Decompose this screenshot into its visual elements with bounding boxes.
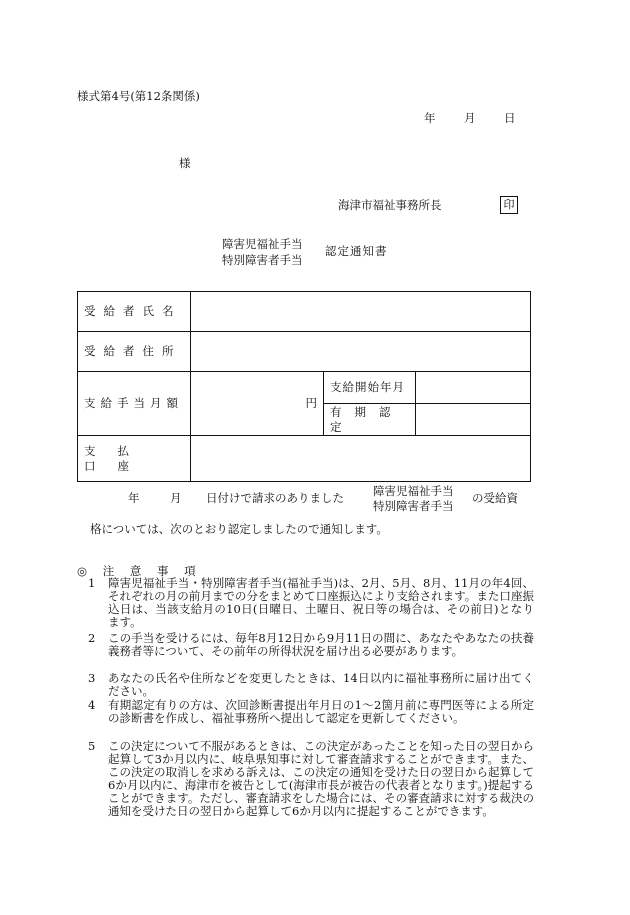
payment-start-label: 支給開始年月 [324,372,416,404]
request-allowance-1: 障害児福祉手当 [373,484,454,498]
issue-date [424,111,516,126]
recipient-address-cell [191,332,531,372]
note-number: 4 [88,698,96,712]
title-allowance-2: 特別障害者手当 [222,253,303,267]
note-item [86,672,534,698]
note-text: この手当を受けるには、毎年8月12日から9月11日の間に、あなたやあなたの扶養義務者等について、その前年の所得状況を届け出る必要があります。 [108,631,534,658]
request-allowances [373,484,454,514]
monthly-amount-cell [191,372,324,436]
recipient-name-cell [191,292,531,332]
note-text: この決定について不服があるときは、この決定があったことを知った日の翌日から起算して3か月以内に、岐阜県知事に対して審査請求することができます。また、この決定の取消しを求める訴えは、この決定の通知を受けた日の翌日から起算して6か月以内に、海津市を被告として(海津市長が被告の代表者となります。)提起することができます。ただし、審査請求をした場合には、その審査請求に対する裁決の通知を受けた日の翌日から起算して6か月以内に提起することができます。 [108,739,534,818]
issuer-name: 海津市福祉事務所長 [338,198,442,212]
payment-account-cell [191,436,531,482]
date-month-label: 月 [464,111,476,125]
request-month-label: 月 [170,491,182,505]
title-allowance-1: 障害児福祉手当 [222,237,303,251]
note-number: 3 [88,671,96,685]
benefit-details-table [77,291,531,482]
date-day-label: 日 [504,111,516,125]
payment-account-label: 支払口座 [78,436,191,482]
recipient-suffix: 様 [179,156,191,170]
request-date-text: 日付けで請求のありました [206,491,344,505]
notes-heading: ◎ 注 意 事 項 [77,564,202,578]
document-title: 認定通知書 [325,244,388,258]
note-text: 障害児福祉手当・特別障害者手当(福祉手当)は、2月、5月、8月、11月の年4回、それぞれの月の前月までの分をまとめて口座振込により支給されます。また口座振込日は、当該支給月の10日(日曜日、土曜日、祝日等の場合は、その前日)となります。 [108,576,534,629]
note-number: 5 [88,739,96,753]
document-title-allowances [222,236,303,268]
date-year-label: 年 [424,111,436,125]
note-item [86,740,534,818]
recipient-address-label: 受給者住所 [78,332,191,372]
note-text: 有期認定有りの方は、次回診断書提出年月日の1〜2箇月前に専門医等による所定の診断書を作成し、福祉事務所へ提出して認定を更新してください。 [108,698,534,725]
request-allowance-2: 特別障害者手当 [373,499,454,513]
note-item [86,577,534,629]
payment-start-cell [416,372,531,404]
request-tail-text: の受給資 [472,491,518,505]
request-body-text: 格については、次のとおり認定しましたので通知します。 [90,522,388,536]
note-text: あなたの氏名や住所などを変更したときは、14日以内に福祉事務所に届け出てください。 [108,671,534,698]
note-number: 2 [88,631,96,645]
monthly-amount-label: 支給手当月額 [78,372,191,436]
yen-unit: 円 [305,396,317,411]
request-year-label: 年 [128,491,140,505]
recipient-name-label: 受給者氏名 [78,292,191,332]
form-number: 様式第4号(第12条関係) [77,89,200,103]
note-item [86,632,534,658]
seal-stamp: 印 [500,196,518,214]
fixed-term-cell [416,404,531,436]
note-number: 1 [88,576,96,590]
note-item [86,699,534,725]
fixed-term-label: 有期認定 [324,404,416,436]
